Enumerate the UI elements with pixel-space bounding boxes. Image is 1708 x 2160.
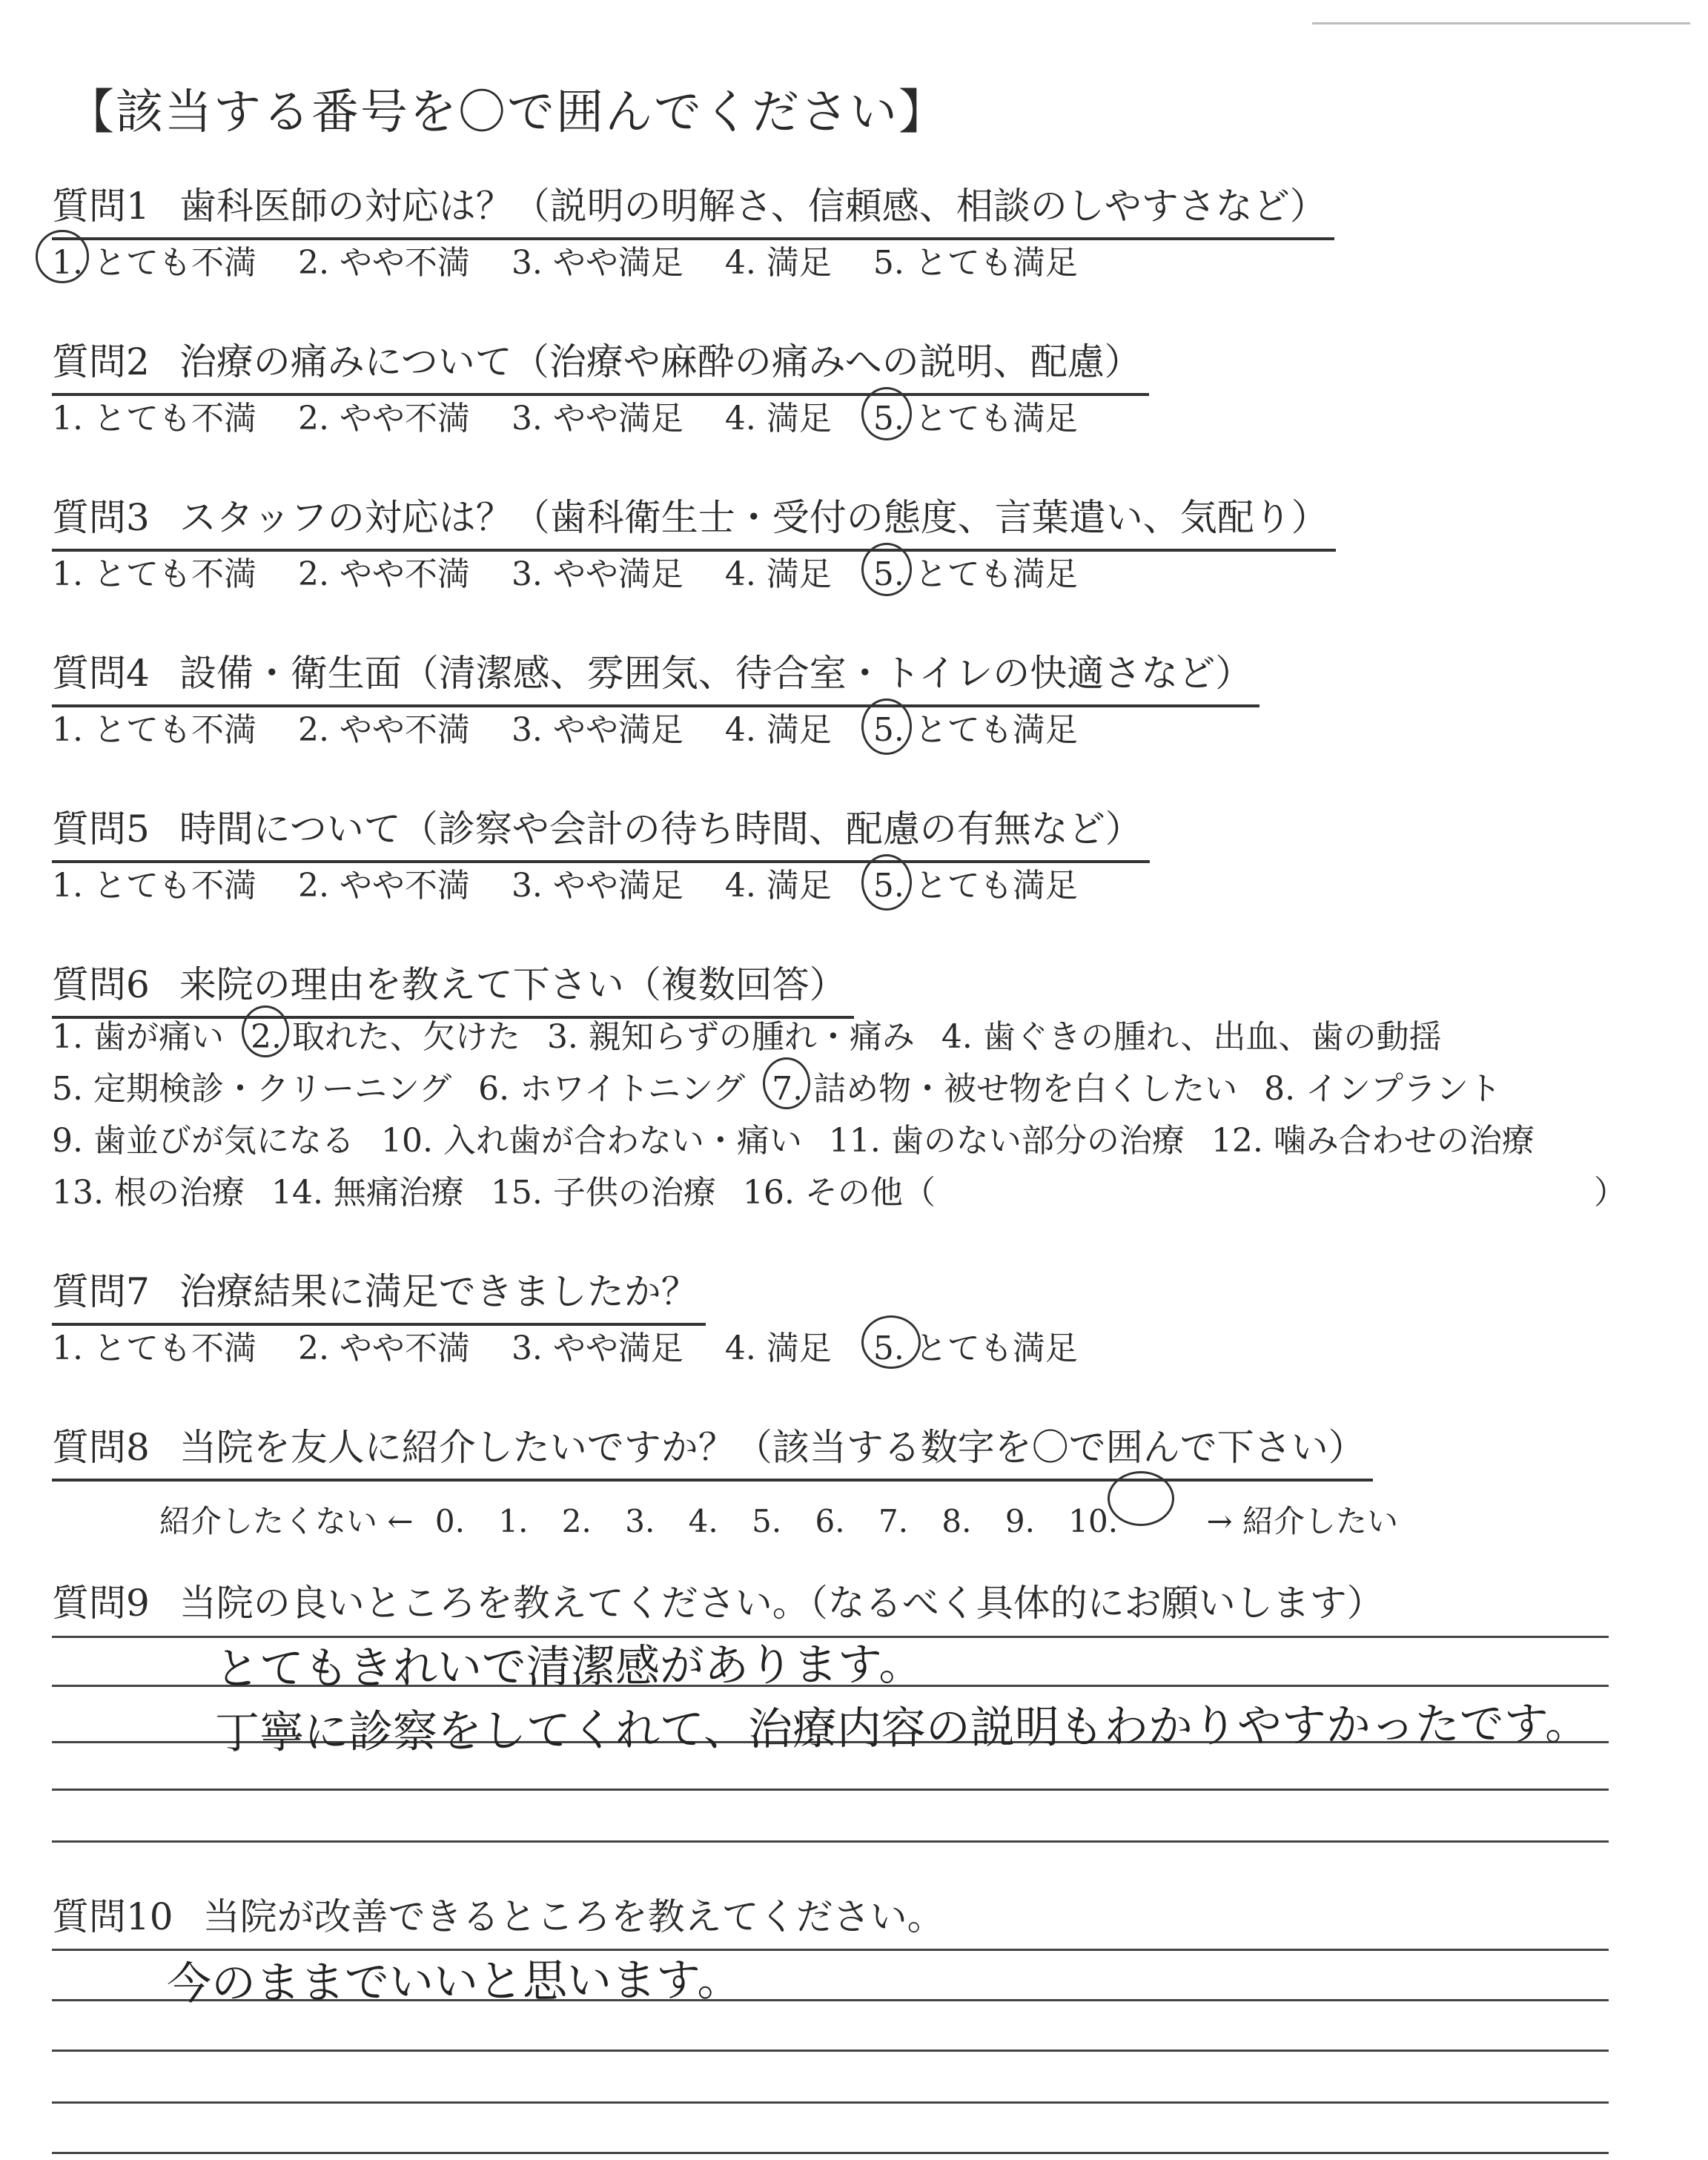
selection-circle — [242, 1005, 289, 1057]
q3-option-4[interactable]: 4. 満足 — [724, 555, 832, 593]
q5-option-2[interactable]: 2. やや不満 — [297, 867, 470, 905]
q7-option-3[interactable]: 3. やや満足 — [511, 1330, 683, 1367]
answer-rule — [52, 2152, 1609, 2154]
question-3-label: 質問3 — [52, 496, 150, 539]
q6-option-6[interactable]: 6. ホワイトニング — [478, 1070, 746, 1108]
q7-option-4[interactable]: 4. 満足 — [724, 1330, 832, 1367]
q6-option-16[interactable]: 16. その他（ — [742, 1174, 936, 1212]
q4-option-1[interactable]: 1. とても不満 — [52, 711, 256, 749]
q8-option-10[interactable]: 10. — [1068, 1477, 1185, 1539]
selection-circle — [36, 230, 89, 283]
q7-option-5[interactable]: 5. とても満足 — [873, 1321, 1078, 1369]
q10-answer-line-1[interactable]: 今のままでいいと思います。 — [166, 1954, 742, 2010]
question-3-options — [52, 547, 1119, 595]
question-3-text: スタッフの対応は？（歯科衛生士・受付の態度、言葉遣い、気配り） — [179, 496, 1328, 539]
question-5-label: 質問5 — [52, 807, 150, 851]
q5-option-4[interactable]: 4. 満足 — [724, 867, 832, 905]
question-8-label: 質問8 — [52, 1426, 150, 1469]
question-6-header — [52, 955, 847, 1008]
q8-option-3[interactable]: 3. — [625, 1503, 655, 1539]
selection-circle — [861, 698, 912, 755]
q1-option-2[interactable]: 2. やや不満 — [297, 244, 470, 282]
q8-option-2[interactable]: 2. — [561, 1503, 592, 1539]
question-4-text: 設備・衛生面（清潔感、雰囲気、待合室・トイレの快適さなど） — [179, 652, 1253, 695]
answer-rule — [52, 1840, 1609, 1843]
question-10-text: 当院が改善できるところを教えてください。 — [202, 1895, 944, 1938]
q2-option-3[interactable]: 3. やや満足 — [511, 400, 683, 437]
question-4-label: 質問4 — [52, 652, 150, 695]
q8-right-label: → 紹介したい — [1206, 1503, 1398, 1539]
q6-option-7[interactable]: 7. 詰め物・被せ物を白くしたい — [772, 1062, 1237, 1109]
q3-option-3[interactable]: 3. やや満足 — [511, 555, 683, 593]
q4-option-2[interactable]: 2. やや不満 — [297, 711, 470, 749]
selection-circle — [861, 854, 912, 911]
question-10-header — [52, 1887, 944, 1941]
q6-option-3[interactable]: 3. 親知らずの腫れ・痛み — [546, 1018, 915, 1056]
selection-circle — [861, 387, 912, 440]
q1-option-1[interactable]: 1. とても不満 — [52, 236, 256, 283]
q1-option-5[interactable]: 5. とても満足 — [873, 244, 1078, 282]
question-5-header — [52, 799, 1142, 853]
q4-option-4[interactable]: 4. 満足 — [724, 711, 832, 749]
question-6-label: 質問6 — [52, 963, 150, 1006]
question-2-text: 治療の痛みについて（治療や麻酔の痛みへの説明、配慮） — [179, 340, 1142, 383]
q6-option-5[interactable]: 5. 定期検診・クリーニング — [52, 1070, 452, 1108]
question-6-text: 来院の理由を教えて下さい（複数回答） — [179, 963, 847, 1006]
q4-option-5[interactable]: 5. とても満足 — [873, 703, 1078, 750]
question-7-label: 質問7 — [52, 1270, 150, 1313]
q6-option-15[interactable]: 15. 子供の治療 — [490, 1174, 716, 1212]
q6-option-13[interactable]: 13. 根の治療 — [52, 1174, 245, 1212]
question-1-text: 歯科医師の対応は？（説明の明解さ、信頼感、相談のしやすさなど） — [179, 185, 1327, 228]
question-9-text: 当院の良いところを教えてください。（なるべく具体的にお願いします） — [179, 1582, 1384, 1625]
question-2-options — [52, 392, 1119, 439]
question-9-header — [52, 1573, 1384, 1627]
question-4-header — [52, 644, 1252, 697]
q6-option-9[interactable]: 9. 歯並びが気になる — [52, 1122, 354, 1160]
q6-option-14[interactable]: 14. 無痛治療 — [271, 1174, 464, 1212]
q8-option-0[interactable]: 0. — [434, 1503, 465, 1539]
q6-row-4 — [52, 1166, 962, 1213]
q7-option-1[interactable]: 1. とても不満 — [52, 1330, 256, 1367]
q7-option-2[interactable]: 2. やや不満 — [297, 1330, 470, 1367]
q1-option-4[interactable]: 4. 満足 — [724, 244, 832, 282]
q8-scale — [159, 1477, 1398, 1542]
q9-answer-line-2[interactable]: 丁寧に診察をしてくれて、治療内容の説明もわかりやすかったです。 — [214, 1697, 1590, 1760]
question-5-text: 時間について（診察や会計の待ち時間、配慮の有無など） — [179, 807, 1142, 851]
q9-answer-line-1[interactable]: とてもきれいで清潔感があります。 — [214, 1638, 924, 1696]
question-5-options — [52, 859, 1119, 906]
q2-option-5[interactable]: 5. とても満足 — [873, 392, 1078, 439]
q2-option-1[interactable]: 1. とても不満 — [52, 400, 256, 437]
q8-option-8[interactable]: 8. — [941, 1503, 972, 1539]
question-1-options — [52, 236, 1119, 283]
question-9-label: 質問9 — [52, 1582, 150, 1625]
q6-row-3 — [52, 1114, 1561, 1161]
question-4-options — [52, 703, 1119, 750]
question-3-header — [52, 488, 1328, 541]
scan-edge-line — [1312, 22, 1690, 24]
q8-option-6[interactable]: 6. — [815, 1503, 845, 1539]
q6-option-8[interactable]: 8. インプラント — [1264, 1070, 1502, 1108]
answer-rule — [52, 2101, 1609, 2104]
q2-option-4[interactable]: 4. 満足 — [724, 400, 832, 437]
question-10-label: 質問10 — [52, 1895, 173, 1938]
q6-option-12[interactable]: 12. 噛み合わせの治療 — [1211, 1122, 1535, 1160]
question-2-header — [52, 332, 1142, 386]
answer-rule — [52, 1789, 1609, 1791]
question-1-label: 質問1 — [52, 185, 150, 228]
q6-option-4[interactable]: 4. 歯ぐきの腫れ、出血、歯の動揺 — [941, 1018, 1442, 1056]
selection-circle — [861, 543, 912, 596]
q5-option-5[interactable]: 5. とても満足 — [873, 859, 1078, 906]
q8-option-5[interactable]: 5. — [752, 1503, 782, 1539]
question-7-header — [52, 1262, 698, 1315]
q1-option-3[interactable]: 3. やや満足 — [511, 244, 683, 282]
q6-option-2[interactable]: 2. 取れた、欠けた — [251, 1010, 520, 1057]
q6-option-11[interactable]: 11. 歯のない部分の治療 — [828, 1122, 1185, 1160]
q6-other-close-paren: ） — [1594, 1174, 1626, 1212]
q3-option-5[interactable]: 5. とても満足 — [873, 547, 1078, 595]
q8-option-7[interactable]: 7. — [878, 1503, 909, 1539]
q6-option-1[interactable]: 1. 歯が痛い — [52, 1018, 224, 1056]
q6-option-10[interactable]: 10. 入れ歯が合わない・痛い — [380, 1122, 802, 1160]
q8-option-9[interactable]: 9. — [1004, 1503, 1035, 1539]
q2-option-2[interactable]: 2. やや不満 — [297, 400, 470, 437]
q3-option-1[interactable]: 1. とても不満 — [52, 555, 256, 593]
q5-option-3[interactable]: 3. やや満足 — [511, 867, 683, 905]
page-title: 【該当する番号を〇で囲んでください】 — [67, 85, 947, 140]
q3-option-2[interactable]: 2. やや不満 — [297, 555, 470, 593]
q6-row-1 — [52, 1010, 1469, 1057]
q6-row-2 — [52, 1062, 1528, 1109]
answer-rule — [52, 2050, 1609, 2052]
selection-circle — [861, 1315, 921, 1369]
q5-option-1[interactable]: 1. とても不満 — [52, 867, 256, 905]
q4-option-3[interactable]: 3. やや満足 — [511, 711, 683, 749]
q8-left-label: 紹介したくない ← — [159, 1503, 414, 1539]
question-8-text: 当院を友人に紹介したいですか？（該当する数字を〇で囲んで下さい） — [179, 1426, 1366, 1469]
question-7-text: 治療結果に満足できましたか？ — [179, 1270, 698, 1313]
selection-circle — [1108, 1471, 1174, 1526]
selection-circle — [763, 1057, 810, 1109]
q8-option-1[interactable]: 1. — [498, 1503, 529, 1539]
q8-option-4[interactable]: 4. — [688, 1503, 718, 1539]
question-2-label: 質問2 — [52, 340, 150, 383]
question-8-header — [52, 1418, 1366, 1471]
question-1-header — [52, 176, 1327, 230]
question-7-options — [52, 1321, 1119, 1369]
